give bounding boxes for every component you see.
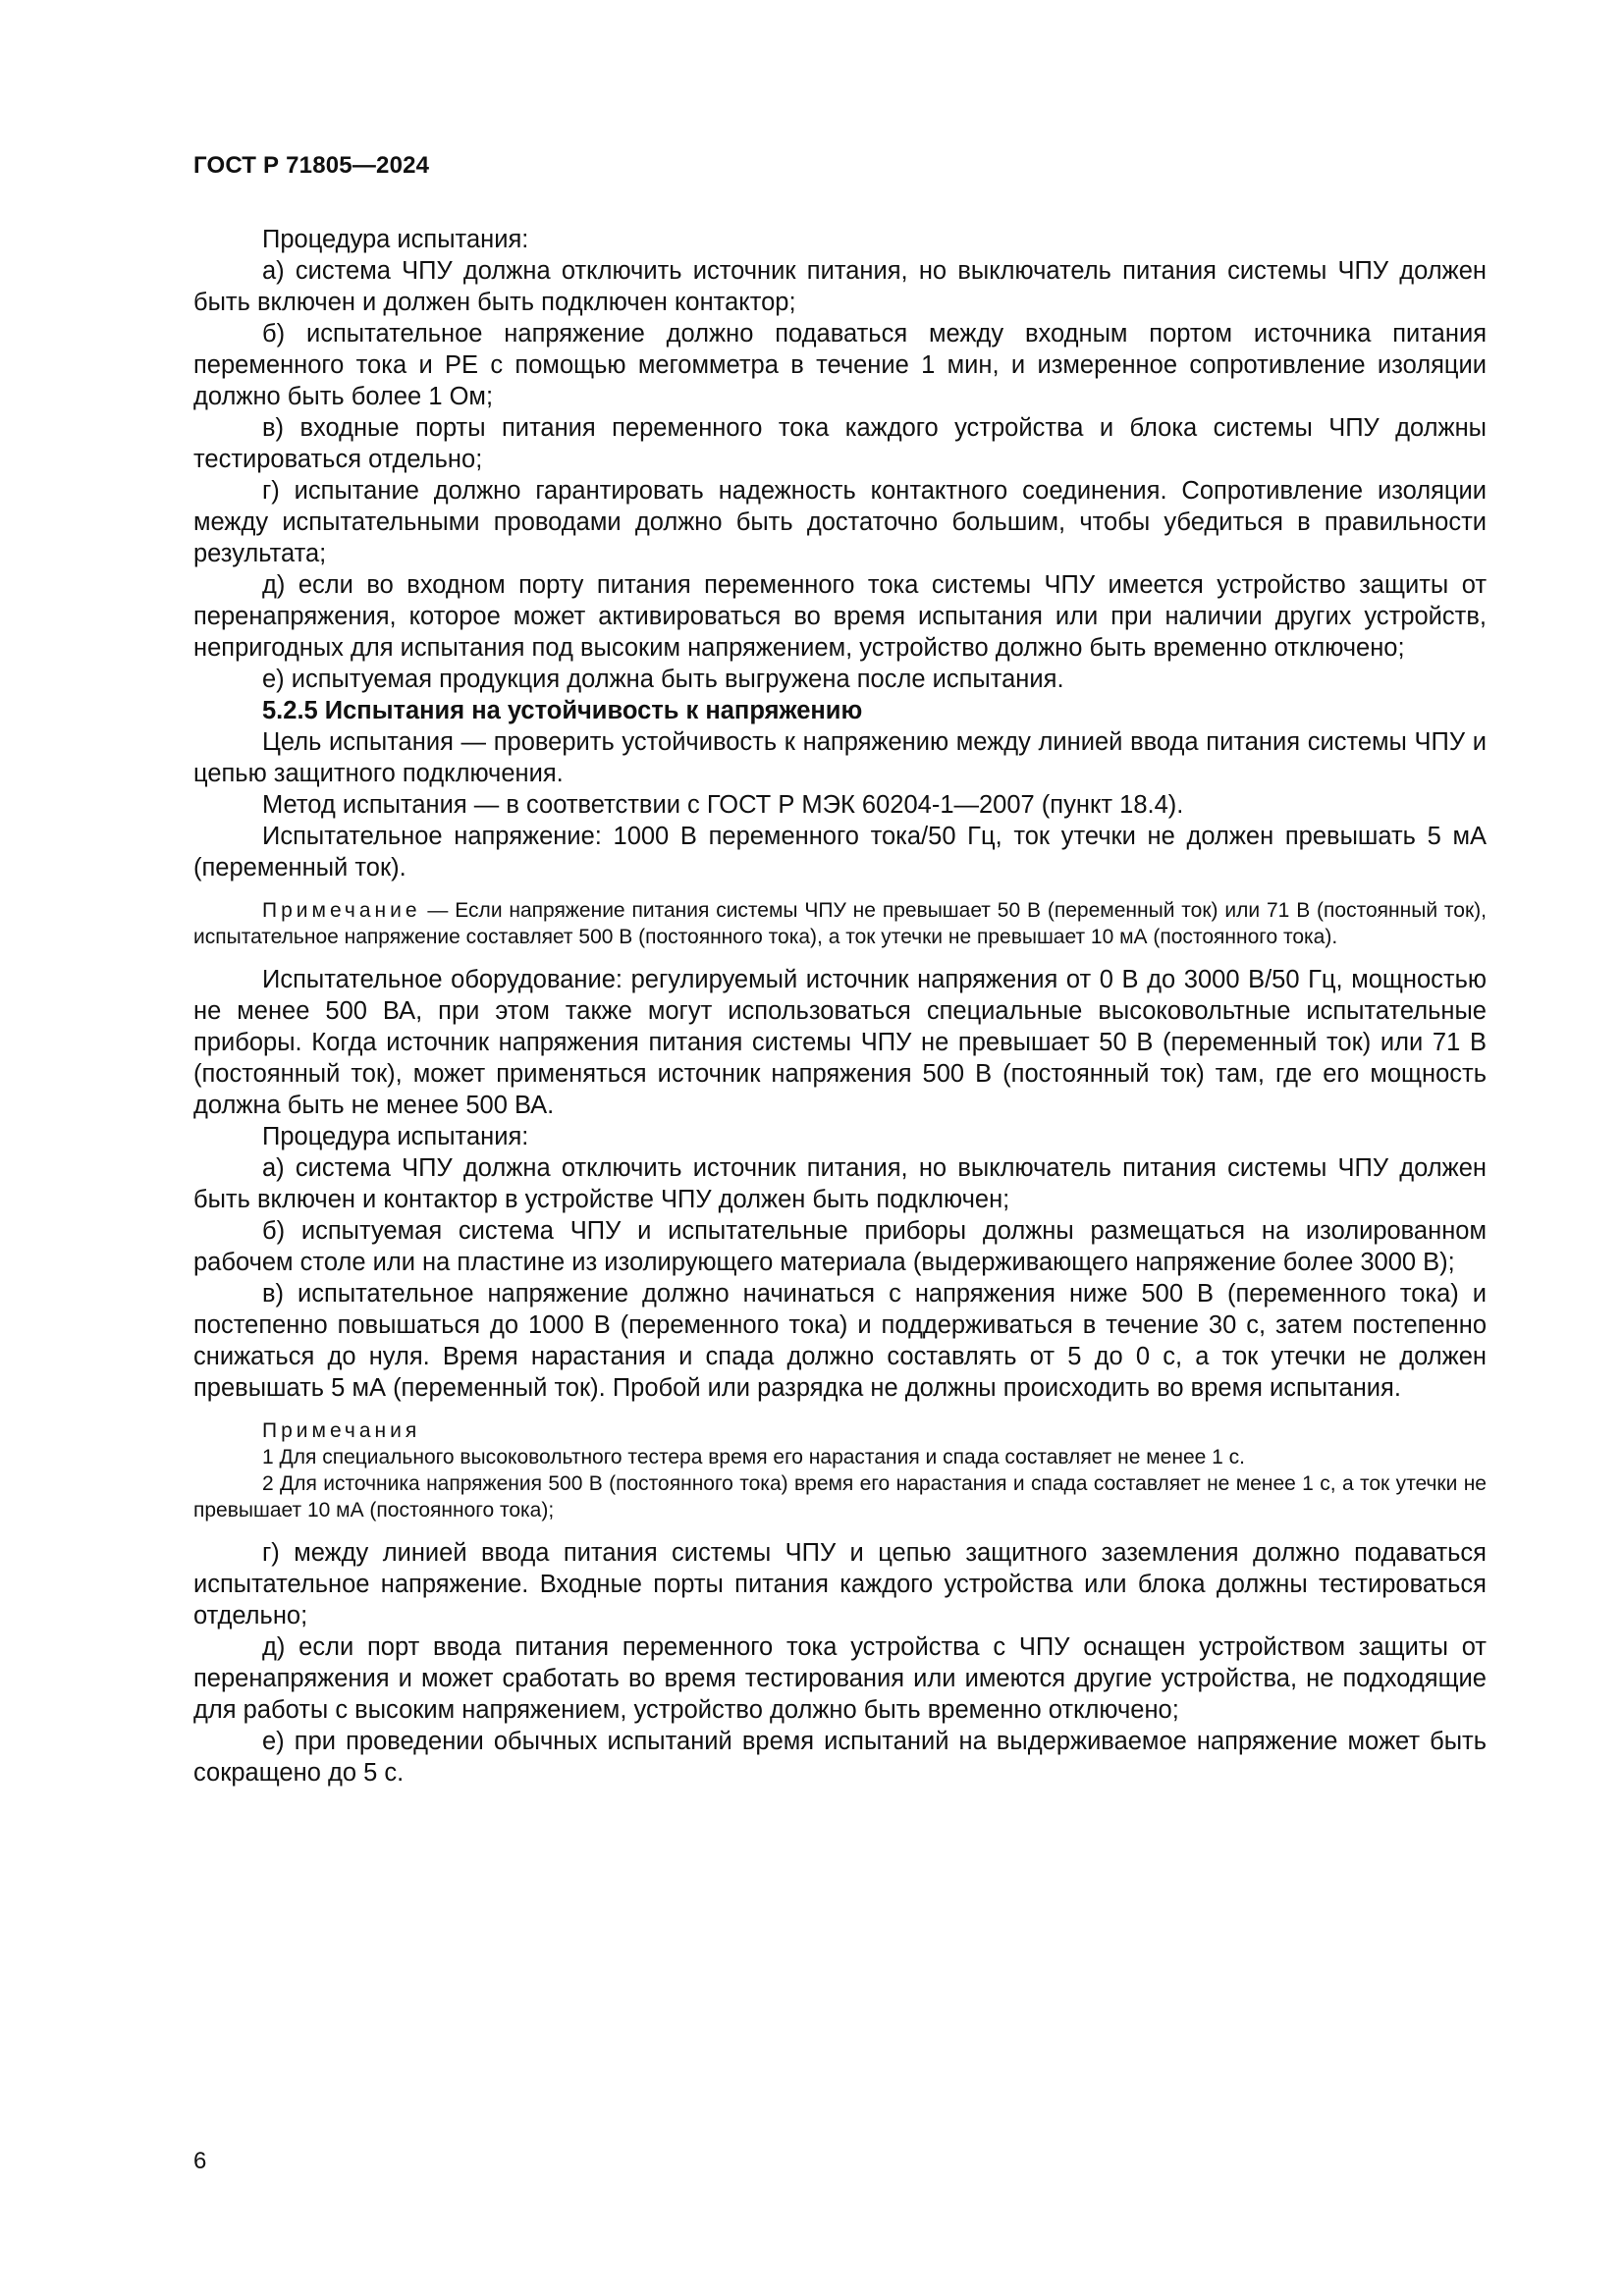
list-item-b-2: б) испытуемая система ЧПУ и испытательные приборы должны размещаться на изолированном рабочем столе или на пластине из изолирующего материала (выдерживающего напряжение более 3000 В); — [193, 1217, 1487, 1276]
notes-label: Примечания — [262, 1419, 421, 1442]
section-heading: 5.2.5 Испытания на устойчивость к напряжению — [262, 697, 863, 724]
list-item-e: е) испытуемая продукция должна быть выгружена после испытания. — [262, 666, 1064, 693]
paragraph-procedure-title: Процедура испытания: — [262, 226, 529, 253]
notes-item-2: 2 Для источника напряжения 500 В (постоянного тока) время его нарастания и спада составляет не менее 1 с, а ток утечки не превышает 10 мА (постоянного тока); — [193, 1472, 1487, 1522]
page-body — [193, 224, 1487, 1789]
paragraph-test-voltage: Испытательное напряжение: 1000 В переменного тока/50 Гц, ток утечки не должен превышать 5 мА (переменный ток). — [193, 823, 1487, 881]
note-label: Примечание — [262, 899, 421, 922]
list-item-a: а) система ЧПУ должна отключить источник питания, но выключатель питания системы ЧПУ должен быть включен и должен быть подключен контактор; — [193, 257, 1487, 316]
notes-item-1: 1 Для специального высоковольтного тестера время его нарастания и спада составляет не менее 1 с. — [262, 1446, 1245, 1468]
note-block — [193, 897, 1487, 950]
list-item-a-2: а) система ЧПУ должна отключить источник питания, но выключатель питания системы ЧПУ должен быть включен и контактор в устройстве ЧПУ должен быть подключен; — [193, 1154, 1487, 1213]
note-text: — Если напряжение питания системы ЧПУ не превышает 50 В (переменный ток) или 71 В (постоянный ток), испытательное напряжение составляет 500 В (постоянного тока), а ток утечки не превышает 10 мА (постоянного тока). — [193, 899, 1487, 948]
document-header: ГОСТ Р 71805—2024 — [193, 152, 430, 179]
list-item-v-2: в) испытательное напряжение должно начинаться с напряжения ниже 500 В (переменного тока) и постепенно повышаться до 1000 В (переменного тока) и поддерживаться в течение 30 с, затем постепенно снижаться до нуля. Время нарастания и спада должно составлять от 5 до 0 с, а ток утечки не должен превышать 5 мА (переменный ток). Пробой или разрядка не должны происходить во время испытания. — [193, 1280, 1487, 1402]
list-item-v: в) входные порты питания переменного тока каждого устройства и блока системы ЧПУ должны тестироваться отдельно; — [193, 414, 1487, 473]
page-number: 6 — [193, 2148, 207, 2174]
paragraph-test-equipment: Испытательное оборудование: регулируемый источник напряжения от 0 В до 3000 В/50 Гц, мощностью не менее 500 ВА, при этом также могут использоваться специальные высоковольтные испытательные приборы. Когда источник напряжения питания системы ЧПУ не превышает 50 В (переменный ток) или 71 В (постоянный ток), может применяться источник напряжения 500 В (постоянный ток) там, где его мощность должна быть не менее 500 ВА. — [193, 966, 1487, 1119]
paragraph-procedure-title-2: Процедура испытания: — [262, 1123, 529, 1150]
list-item-g-2: г) между линией ввода питания системы ЧПУ и цепью защитного заземления должно подаваться испытательное напряжение. Входные порты питания каждого устройства или блока должны тестироваться отдельно; — [193, 1539, 1487, 1629]
notes-block — [193, 1417, 1487, 1523]
list-item-b: б) испытательное напряжение должно подаваться между входным портом источника питания переменного тока и PE с помощью мегомметра в течение 1 мин, и измеренное сопротивление изоляции должно быть более 1 Ом; — [193, 320, 1487, 410]
list-item-d: д) если во входном порту питания переменного тока системы ЧПУ имеется устройство защиты от перенапряжения, которое может активироваться во время испытания или при наличии других устройств, непригодных для испытания под высоким напряжением, устройство должно быть временно отключено; — [193, 571, 1487, 662]
list-item-g: г) испытание должно гарантировать надежность контактного соединения. Сопротивление изоляции между испытательными проводами должно быть достаточно большим, чтобы убедиться в правильности результата; — [193, 477, 1487, 567]
list-item-e-2: е) при проведении обычных испытаний время испытаний на выдерживаемое напряжение может быть сокращено до 5 с. — [193, 1728, 1487, 1787]
paragraph-test-method: Метод испытания — в соответствии с ГОСТ Р МЭК 60204-1—2007 (пункт 18.4). — [262, 791, 1184, 819]
paragraph-test-goal: Цель испытания — проверить устойчивость к напряжению между линией ввода питания системы ЧПУ и цепью защитного подключения. — [193, 728, 1487, 787]
note-paragraph — [193, 897, 1487, 950]
list-item-d-2: д) если порт ввода питания переменного тока устройства с ЧПУ оснащен устройством защиты от перенапряжения и может сработать во время тестирования или имеются другие устройства, не подходящие для работы с высоким напряжением, устройство должно быть временно отключено; — [193, 1633, 1487, 1724]
